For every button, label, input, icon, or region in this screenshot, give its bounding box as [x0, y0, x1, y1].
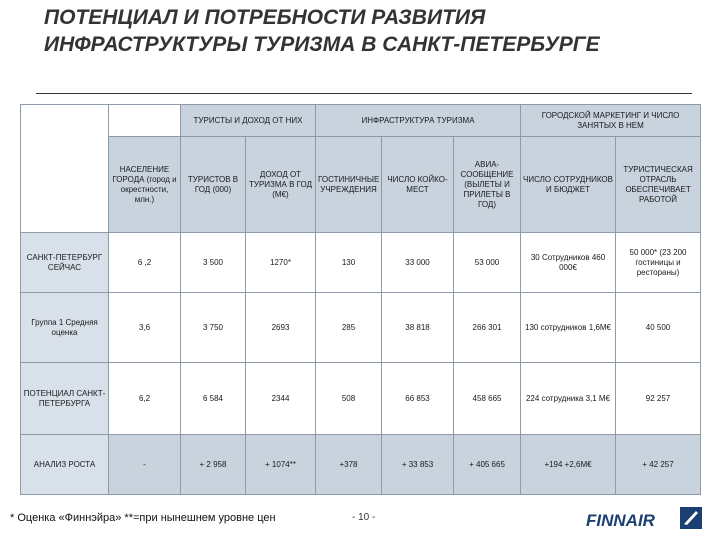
cell-staff: 224 сотрудника 3,1 М€: [521, 363, 616, 435]
logo-text: FINNAIR: [586, 511, 655, 530]
cell-staff: 130 сотрудников 1,6М€: [521, 293, 616, 363]
cell-income: + 1074**: [246, 435, 316, 495]
table-row: [21, 233, 701, 293]
group-header-marketing: ГОРОДСКОЙ МАРКЕТИНГ И ЧИСЛО ЗАНЯТЫХ В НЕМ: [521, 105, 701, 137]
cell-income: 1270*: [246, 233, 316, 293]
col-header-income: ДОХОД ОТ ТУРИЗМА В ГОД (М€): [246, 137, 316, 233]
page-title: ПОТЕНЦИАЛ И ПОТРЕБНОСТИ РАЗВИТИЯ ИНФРАСТРУКТУРЫ ТУРИЗМА В САНКТ-ПЕТЕРБУРГЕ: [44, 6, 600, 56]
group-header-tourists: ТУРИСТЫ И ДОХОД ОТ НИХ: [181, 105, 316, 137]
cell-income: 2344: [246, 363, 316, 435]
cell-population: 6,2: [109, 363, 181, 435]
row-label: Группа 1 Средняя оценка: [21, 293, 109, 363]
col-header-industry: ТУРИСТИЧЕСКАЯ ОТРАСЛЬ ОБЕСПЕЧИВАЕТ РАБОТОЙ: [616, 137, 701, 233]
group-header-infrastructure: ИНФРАСТРУКТУРА ТУРИЗМА: [316, 105, 521, 137]
cell-tourists: 6 584: [181, 363, 246, 435]
cell-beds: 38 818: [382, 293, 454, 363]
cell-flights: 266 301: [454, 293, 521, 363]
title-divider: [36, 93, 692, 94]
table-row: [21, 435, 701, 495]
cell-staff: +194 +2,6М€: [521, 435, 616, 495]
page-number: - 10 -: [352, 512, 376, 523]
cell-tourists: 3 750: [181, 293, 246, 363]
cell-industry: 50 000* (23 200 гостиницы и рестораны): [616, 233, 701, 293]
row-label: АНАЛИЗ РОСТА: [21, 435, 109, 495]
cell-industry: 92 257: [616, 363, 701, 435]
col-header-population: НАСЕЛЕНИЕ ГОРОДА (город и окрестности, млн.): [109, 137, 181, 233]
cell-beds: 66 853: [382, 363, 454, 435]
cell-hotels: 508: [316, 363, 382, 435]
cell-tourists: 3 500: [181, 233, 246, 293]
footnote: * Оценка «Финнэйра» **=при нынешнем уровне цен: [10, 512, 276, 524]
row-label: ПОТЕНЦИАЛ САНКТ-ПЕТЕРБУРГА: [21, 363, 109, 435]
finnair-logo: [584, 505, 704, 531]
cell-population: -: [109, 435, 181, 495]
col-header-tourists: ТУРИСТОВ В ГОД (000): [181, 137, 246, 233]
col-header-hotels: ГОСТИНИЧНЫЕ УЧРЕЖДЕНИЯ: [316, 137, 382, 233]
cell-beds: + 33 853: [382, 435, 454, 495]
infrastructure-table: [20, 104, 701, 495]
corner-cell: [21, 105, 109, 233]
cell-flights: 53 000: [454, 233, 521, 293]
cell-flights: + 405 665: [454, 435, 521, 495]
table-row: [21, 293, 701, 363]
corner-cell-2: [109, 105, 181, 137]
cell-population: 3,6: [109, 293, 181, 363]
cell-hotels: 130: [316, 233, 382, 293]
cell-hotels: 285: [316, 293, 382, 363]
cell-staff: 30 Сотрудников 460 000€: [521, 233, 616, 293]
cell-flights: 458 665: [454, 363, 521, 435]
table-row: [21, 363, 701, 435]
col-header-flights: АВИА-СООБЩЕНИЕ (ВЫЛЕТЫ И ПРИЛЕТЫ В ГОД): [454, 137, 521, 233]
cell-tourists: + 2 958: [181, 435, 246, 495]
cell-population: 6 ,2: [109, 233, 181, 293]
cell-hotels: +378: [316, 435, 382, 495]
cell-income: 2693: [246, 293, 316, 363]
col-header-staff: ЧИСЛО СОТРУДНИКОВ И БЮДЖЕТ: [521, 137, 616, 233]
cell-beds: 33 000: [382, 233, 454, 293]
cell-industry: + 42 257: [616, 435, 701, 495]
row-label: САНКТ-ПЕТЕРБУРГ СЕЙЧАС: [21, 233, 109, 293]
col-header-beds: ЧИСЛО КОЙКО-МЕСТ: [382, 137, 454, 233]
cell-industry: 40 500: [616, 293, 701, 363]
